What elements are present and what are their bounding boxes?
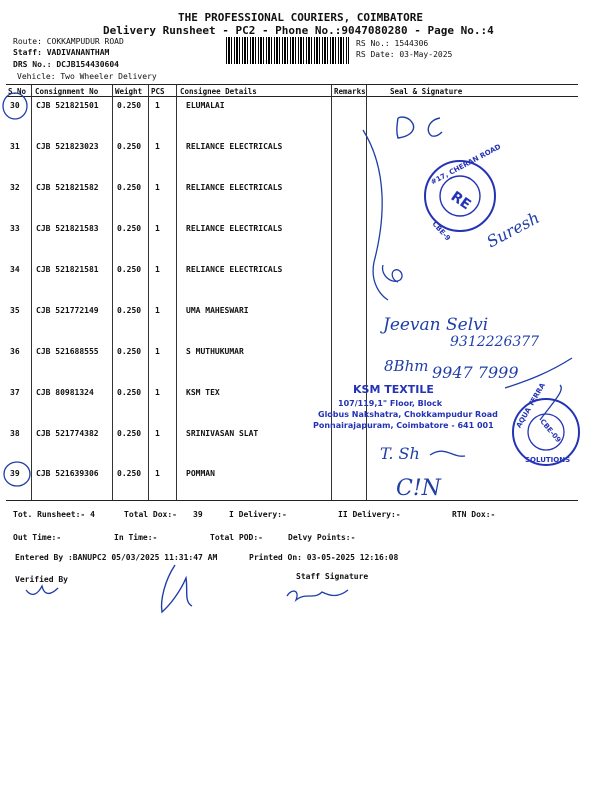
runsheet-title: Delivery Runsheet - PC2 - Phone No.:9047080280 - Page No.:4 — [103, 24, 494, 37]
row-sno: 35 — [10, 306, 20, 315]
circle-mark — [4, 462, 30, 486]
signature-entered — [162, 565, 192, 612]
col-header-sno: S.No — [8, 87, 27, 96]
i-delivery: I Delivery:- — [229, 510, 287, 519]
row-consignment: CJB 521688555 — [36, 347, 99, 356]
row-consignee: RELIANCE ELECTRICALS — [186, 183, 283, 192]
row-sno: 34 — [10, 265, 20, 274]
row-pcs: 1 — [155, 347, 160, 356]
ii-delivery: II Delivery:- — [338, 510, 401, 519]
row-pcs: 1 — [155, 469, 160, 478]
stamp-text: Globus Nakshatra, Chokkampudur Road — [318, 410, 498, 419]
row-pcs: 1 — [155, 429, 160, 438]
stamp-text: RE — [447, 188, 474, 214]
handwriting-name: T. Sh — [380, 444, 420, 463]
col-header-weight: Weight — [115, 87, 143, 96]
stamp-text: CBE-09 — [538, 417, 563, 445]
rs-date: RS Date: 03-May-2025 — [356, 50, 453, 59]
row-consignment: CJB 521772149 — [36, 306, 99, 315]
row-sno: 30 — [10, 101, 20, 110]
signature-staff — [287, 590, 348, 600]
row-consignment: CJB 521821583 — [36, 224, 99, 233]
row-consignment: CJB 521821581 — [36, 265, 99, 274]
row-consignee: RELIANCE ELECTRICALS — [186, 265, 283, 274]
verified-by-label: Verified By — [15, 575, 68, 584]
row-consignee: RELIANCE ELECTRICALS — [186, 142, 283, 151]
pen-stroke — [430, 451, 465, 456]
stamp-text: Ponnairajapuram, Coimbatore - 641 001 — [313, 421, 494, 430]
row-pcs: 1 — [155, 142, 160, 151]
row-pcs: 1 — [155, 224, 160, 233]
handwriting-suresh: Suresh — [483, 207, 543, 252]
row-consignment: CJB 521821501 — [36, 101, 99, 110]
pen-mark — [383, 265, 403, 282]
row-weight: 0.250 — [117, 429, 142, 438]
row-sno: 31 — [10, 142, 20, 151]
row-weight: 0.250 — [117, 388, 142, 397]
row-weight: 0.250 — [117, 142, 142, 151]
stamp-text: #17, CHERAN ROAD — [429, 142, 503, 187]
row-consignee: POMMAN — [186, 469, 215, 478]
in-time: In Time:- — [114, 533, 158, 542]
row-sno: 33 — [10, 224, 20, 233]
row-weight: 0.250 — [117, 265, 142, 274]
stamp-text: AQUA TERRA — [514, 381, 547, 430]
row-pcs: 1 — [155, 306, 160, 315]
stamp-text: CBE-9 — [430, 219, 452, 243]
row-pcs: 1 — [155, 183, 160, 192]
col-header-consignee: Consignee Details — [180, 87, 257, 96]
route-label: Route: COKKAMPUDUR ROAD — [13, 37, 124, 46]
row-pcs: 1 — [155, 101, 160, 110]
row-consignment: CJB 80981324 — [36, 388, 94, 397]
drs-number: DRS No.: DCJB154430604 — [13, 60, 119, 69]
signature-dc — [397, 117, 442, 138]
entered-by: Entered By :BANUPC2 05/03/2025 11:31:47 AM — [15, 553, 218, 562]
stamp-text: 107/119,1" Floor, Block — [338, 399, 443, 408]
col-header-consignment: Consignment No — [35, 87, 99, 96]
ksm-stamp — [313, 383, 498, 430]
row-consignee: UMA MAHESWARI — [186, 306, 249, 315]
total-pod: Total POD:- — [210, 533, 263, 542]
total-dox-value: 39 — [193, 510, 203, 519]
row-consignment: CJB 521639306 — [36, 469, 99, 478]
col-header-pcs: PCS — [151, 87, 165, 96]
printed-on: Printed On: 03-05-2025 12:16:08 — [249, 553, 399, 562]
round-stamp-right — [513, 381, 579, 465]
row-sno: 38 — [10, 429, 20, 438]
staff-label: Staff: VADIVANANTHAM — [13, 48, 110, 57]
stamp-text: KSM TEXTILE — [353, 383, 434, 396]
staff-signature-label: Staff Signature — [296, 572, 369, 581]
company-name: THE PROFESSIONAL COURIERS, COIMBATORE — [178, 11, 424, 24]
circle-mark — [3, 93, 27, 119]
row-weight: 0.250 — [117, 101, 142, 110]
signature-verified — [26, 586, 58, 594]
handwriting-name: 8Bhm — [384, 357, 429, 375]
row-consignment: CJB 521823023 — [36, 142, 99, 151]
row-weight: 0.250 — [117, 306, 142, 315]
row-consignee: SRINIVASAN SLAT — [186, 429, 259, 438]
row-consignee: RELIANCE ELECTRICALS — [186, 224, 283, 233]
col-header-remarks: Remarks — [334, 87, 366, 96]
handwriting-name: Jeevan Selvi — [383, 315, 489, 335]
col-header-seal: Seal & Signature — [390, 87, 463, 96]
row-consignment: CJB 521821582 — [36, 183, 99, 192]
row-pcs: 1 — [155, 265, 160, 274]
handwriting-phone: 9947 7999 — [432, 363, 519, 382]
stamp-text: SOLUTIONS — [525, 456, 571, 464]
row-consignment: CJB 521774382 — [36, 429, 99, 438]
row-weight: 0.250 — [117, 347, 142, 356]
vehicle-label: Vehicle: Two Wheeler Delivery — [17, 72, 157, 81]
row-weight: 0.250 — [117, 469, 142, 478]
rtn-dox: RTN Dox:- — [452, 510, 496, 519]
row-consignee: KSM TEX — [186, 388, 220, 397]
round-stamp-top — [425, 143, 502, 243]
row-sno: 32 — [10, 183, 20, 192]
row-consignee: ELUMALAI — [186, 101, 225, 110]
row-weight: 0.250 — [117, 183, 142, 192]
row-sno: 36 — [10, 347, 20, 356]
delvy-points: Delvy Points:- — [288, 533, 356, 542]
row-weight: 0.250 — [117, 224, 142, 233]
row-sno: 37 — [10, 388, 20, 397]
handwriting-cn: C!N — [396, 476, 441, 501]
row-pcs: 1 — [155, 388, 160, 397]
row-consignee: S MUTHUKUMAR — [186, 347, 244, 356]
row-sno: 39 — [10, 469, 20, 478]
out-time: Out Time:- — [13, 533, 62, 542]
rs-number: RS No.: 1544306 — [356, 39, 429, 48]
total-dox-label: Total Dox:- — [124, 510, 177, 519]
tot-runsheet: Tot. Runsheet:- 4 — [13, 510, 95, 519]
handwriting-phone: 9312226377 — [450, 334, 540, 350]
